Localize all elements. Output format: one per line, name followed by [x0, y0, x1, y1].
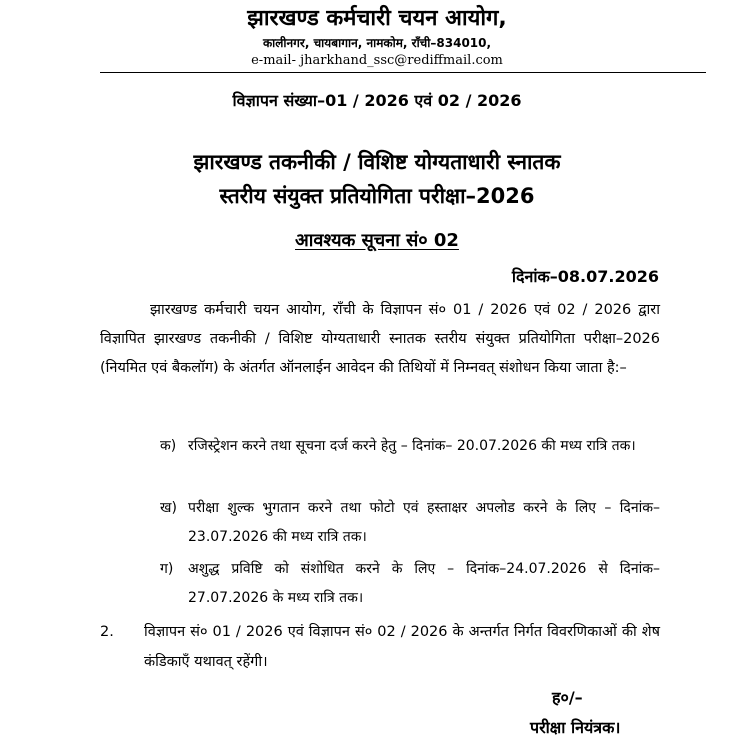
list-item: [160, 494, 660, 552]
advertisement-number: विज्ञापन संख्या–01 / 2026 एवं 02 / 2026: [232, 91, 522, 110]
list-item-text: अशुद्ध प्रविष्टि को संशोधित करने के लिए – दिनांक–24.07.2026 से दिनांक– 27.07.2026 के मध्य रात्रि तक।: [188, 561, 660, 606]
organization-address: कालीनगर, चायबागान, नामकोम, राँची–834010,: [262, 36, 492, 50]
organization-email: e-mail- jharkhand_ssc@rediffmail.com: [251, 53, 503, 68]
exam-title-line-2: स्तरीय संयुक्त प्रतियोगिता परीक्षा–2026: [219, 184, 535, 208]
list-item: [160, 432, 660, 461]
intro-paragraph-text: झारखण्ड कर्मचारी चयन आयोग, राँची के विज्ञापन सं० 01 / 2026 एवं 02 / 2026 द्वारा विज्ञापित झारखण्ड तकनीकी / विशिष्ट योग्यताधारी स्नातक स्तरीय संयुक्त प्रतियोगिता परीक्षा–2026 (नियमित एवं बैकलॉग) के अंतर्गत ऑनलाईन आवेदन की तिथियों में निम्नवत् संशोधन किया जाता है:–: [100, 302, 660, 376]
notice-date: दिनांक–08.07.2026: [511, 267, 659, 286]
signatory-designation: परीक्षा नियंत्रक।: [530, 718, 621, 737]
point-2-number: 2.: [100, 624, 114, 640]
signature: ह०/–: [552, 688, 583, 707]
list-item-text: रजिस्ट्रेशन करने तथा सूचना दर्ज करने हेतु – दिनांक– 20.07.2026 की मध्य रात्रि तक।: [188, 438, 636, 454]
organization-name: झारखण्ड कर्मचारी चयन आयोग,: [247, 6, 507, 31]
list-item-marker: ख): [160, 500, 177, 516]
point-2-text: विज्ञापन सं० 01 / 2026 एवं विज्ञापन सं० 02 / 2026 के अन्तर्गत निर्गत विवरणिकाओं की शेष कंडिकाएँ यथावत् रहेंगी।: [144, 624, 660, 670]
exam-title-line-1: झारखण्ड तकनीकी / विशिष्ट योग्यताधारी स्नातक: [193, 150, 561, 174]
list-item-text: परीक्षा शुल्क भुगतान करने तथा फोटो एवं हस्ताक्षर अपलोड करने के लिए – दिनांक– 23.07.2026 की मध्य रात्रि तक।: [188, 500, 660, 545]
intro-paragraph: [100, 296, 660, 383]
list-item-marker: क): [160, 438, 177, 454]
notice-heading: [0, 228, 754, 252]
exam-title: [0, 145, 754, 213]
notice-heading-text: आवश्यक सूचना सं० 02: [295, 230, 459, 251]
list-item-marker: ग): [160, 561, 174, 577]
header-divider: [100, 72, 706, 73]
point-2: [100, 617, 660, 677]
list-item: [160, 555, 660, 613]
